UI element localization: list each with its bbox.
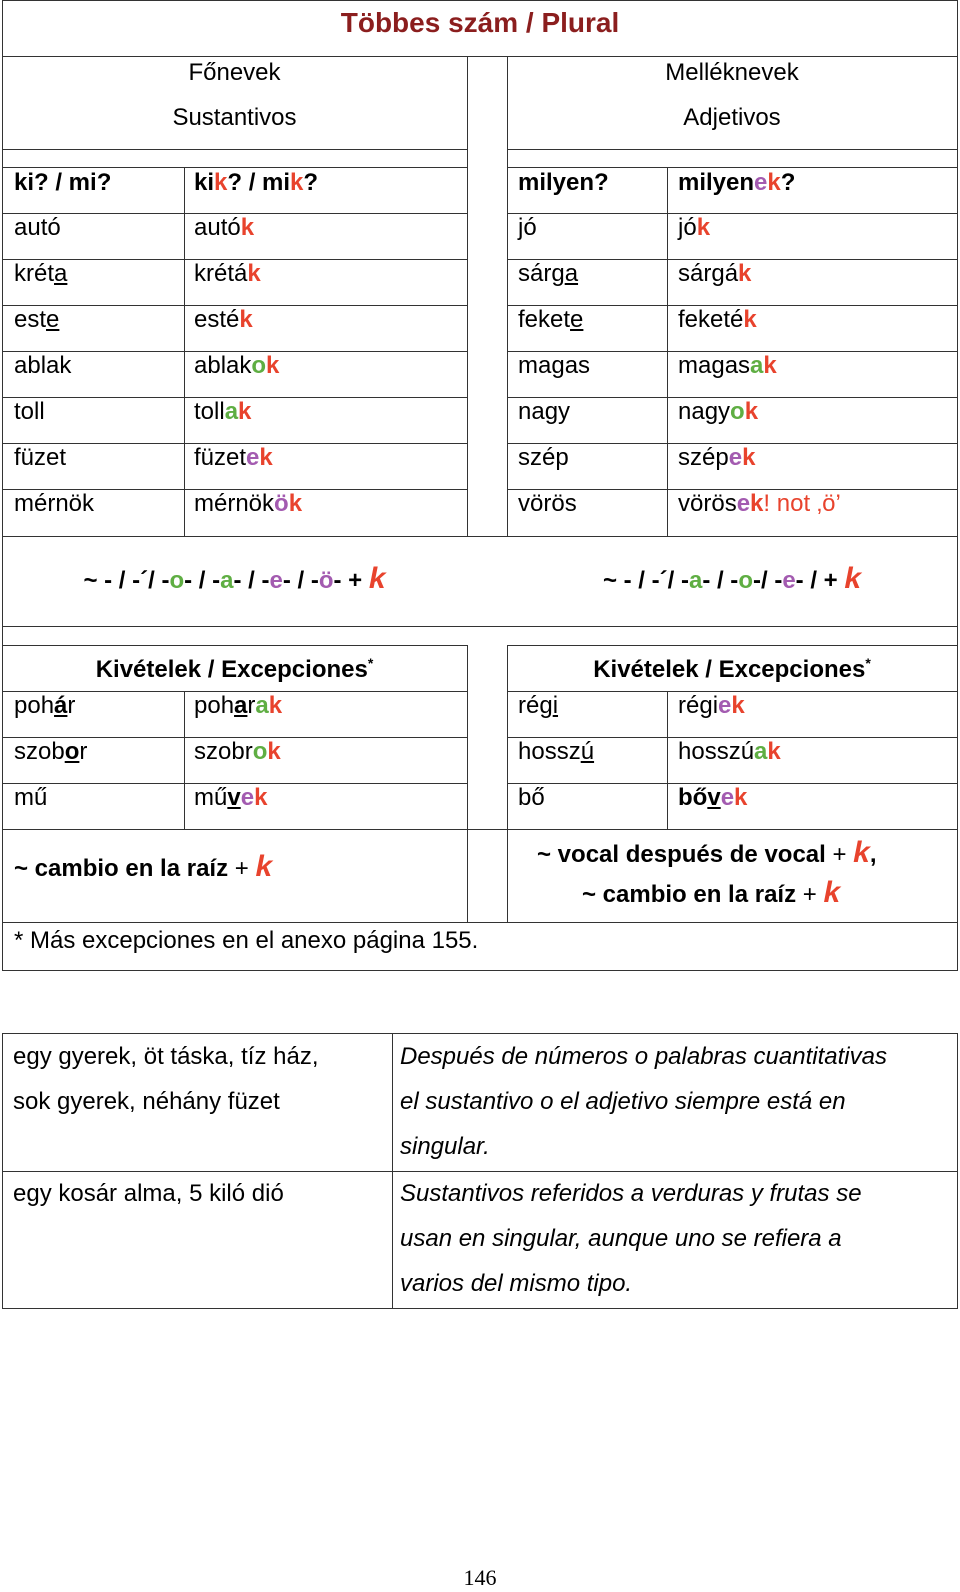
page-number: 146 <box>463 1565 497 1590</box>
plural-form <box>678 397 758 427</box>
text-part: bő <box>518 784 545 811</box>
text-part: autó <box>194 214 241 241</box>
text-part: a <box>750 352 764 379</box>
singular-form <box>518 213 537 243</box>
text-part: a <box>754 738 768 765</box>
text-part: k <box>238 398 252 425</box>
singular-form <box>518 259 578 289</box>
singular-form <box>518 351 590 381</box>
text-part: r <box>67 692 76 719</box>
divider <box>507 149 958 150</box>
text-part: k <box>696 214 711 241</box>
divider <box>2 536 958 537</box>
text-part: toll <box>194 398 225 425</box>
text-part: k <box>744 398 759 425</box>
plural-form <box>678 259 751 289</box>
text-part: e <box>240 784 255 811</box>
text-part: k <box>266 352 280 379</box>
text-part: á <box>54 692 68 719</box>
text-part: magas <box>518 352 591 379</box>
text-part: e <box>720 784 735 811</box>
text-part: nagy <box>518 398 571 425</box>
text-part: e <box>728 444 743 471</box>
exception-plural <box>194 691 282 721</box>
text-part: füzet <box>194 444 247 471</box>
adj-hu-header: Melléknevek <box>665 59 799 86</box>
text-part: magas <box>678 352 751 379</box>
text-part: füzet <box>14 444 67 471</box>
text-part: r <box>79 738 88 765</box>
adj-es-header: Adjetivos <box>683 104 781 131</box>
text-part: rég <box>518 692 553 719</box>
text-part: ú <box>580 738 595 765</box>
text-part: a <box>255 692 269 719</box>
text-part: feket <box>518 306 571 333</box>
table-border-left <box>2 0 3 971</box>
text-part: a <box>564 260 579 287</box>
text-part: jó <box>678 214 697 241</box>
exception-singular <box>14 691 75 721</box>
exception-plural <box>194 783 267 813</box>
text-part: est <box>14 306 47 333</box>
divider <box>2 645 467 646</box>
divider <box>667 691 668 829</box>
plural-table <box>2 0 958 971</box>
plural-form <box>194 213 254 243</box>
nouns-hu-header: Főnevek <box>188 59 281 86</box>
text-part: szobr <box>194 738 253 765</box>
note-2-left: egy kosár alma, 5 kiló dió <box>13 1180 284 1207</box>
text-part: k <box>731 692 745 719</box>
text-part: a <box>54 260 68 287</box>
text-part: o <box>252 738 268 765</box>
singular-form <box>14 259 67 289</box>
text-part: feketé <box>678 306 744 333</box>
exception-singular <box>14 783 47 813</box>
text-part: e <box>570 306 584 333</box>
page-title: Többes szám / Plural <box>340 7 620 38</box>
exception-plural <box>194 737 281 767</box>
exception-singular <box>518 737 594 767</box>
text-part: ö <box>274 490 289 517</box>
text-part: hosszú <box>678 738 755 765</box>
plural-form <box>194 305 253 335</box>
singular-form <box>14 351 71 381</box>
divider <box>2 149 467 150</box>
note-1-left: egy gyerek, öt táska, tíz ház, sok gyerek, néhány füzet <box>13 1043 319 1115</box>
text-part: vörös <box>518 490 577 517</box>
noun-rule: ~ - / -´/ -o- / -a- / -e- / -ö- + k <box>83 562 386 595</box>
text-part: poh <box>14 692 55 719</box>
singular-form <box>14 305 59 335</box>
text-part: krét <box>14 260 55 287</box>
text-part: r <box>247 692 256 719</box>
adj-rule: ~ - / -´/ -a- / -o-/ -e- / + k <box>602 562 862 595</box>
singular-form <box>14 443 66 473</box>
text-part: e <box>736 490 751 517</box>
text-part: sárgá <box>678 260 739 287</box>
text-part: e <box>46 306 60 333</box>
text-part: k <box>738 260 752 287</box>
singular-form <box>14 489 94 519</box>
text-part: ! not ‚ö’ <box>763 490 841 517</box>
singular-form <box>518 489 577 519</box>
plural-form <box>678 351 777 381</box>
exc-rule-adj-2: ~ cambio en la raíz + k <box>582 876 841 909</box>
divider <box>507 645 958 646</box>
text-part: mérnök <box>14 490 95 517</box>
text-part: k <box>239 306 253 333</box>
plural-form <box>678 213 710 243</box>
text-part: nagy <box>678 398 731 425</box>
plural-form <box>194 489 302 519</box>
text-part: k <box>267 738 281 765</box>
text-part: v <box>227 784 241 811</box>
exception-singular <box>518 783 545 813</box>
row-line <box>2 829 958 830</box>
text-part: a <box>234 692 248 719</box>
singular-form <box>518 305 583 335</box>
singular-form <box>14 397 45 427</box>
text-part: k <box>763 352 777 379</box>
adj-question-pl: milyenek? <box>678 169 796 196</box>
text-part: e <box>718 692 732 719</box>
text-part: i <box>552 692 559 719</box>
noun-question-pl: kik? / mik? <box>194 169 319 196</box>
text-part: toll <box>14 398 45 425</box>
text-part: k <box>750 490 764 517</box>
text-part: k <box>288 490 303 517</box>
divider <box>184 691 185 829</box>
text-part: k <box>742 444 756 471</box>
text-part: e <box>246 444 260 471</box>
text-part: k <box>734 784 748 811</box>
text-part: bő <box>678 784 708 811</box>
exc-rule-adj-1: ~ vocal después de vocal + k, <box>537 836 877 869</box>
exc-rule-nouns: ~ cambio en la raíz + k <box>14 850 273 883</box>
note-1-right: Después de números o palabras cuantitativas el sustantivo o el adjetivo siempre está en singular. <box>400 1043 887 1160</box>
text-part: o <box>251 352 267 379</box>
plural-form <box>678 443 755 473</box>
plural-form <box>194 397 251 427</box>
singular-form <box>518 397 570 427</box>
notes-table <box>2 1033 958 1309</box>
singular-form <box>518 443 569 473</box>
text-part: hossz <box>518 738 581 765</box>
plural-form <box>194 351 279 381</box>
divider <box>2 922 958 923</box>
exception-plural <box>678 691 745 721</box>
text-part: k <box>259 444 273 471</box>
exceptions-title-adj: Kivételek / Excepciones* <box>593 655 871 683</box>
gutter-left <box>467 56 468 536</box>
text-part: mű <box>194 784 228 811</box>
plural-form <box>678 489 841 519</box>
text-part: k <box>268 692 283 719</box>
table-border-right <box>957 0 958 971</box>
exception-singular <box>14 737 87 767</box>
singular-form <box>14 213 61 243</box>
gutter-right-exc <box>507 645 508 923</box>
text-part: k <box>247 260 261 287</box>
exception-singular <box>518 691 558 721</box>
exceptions-title-nouns: Kivételek / Excepciones* <box>95 655 374 683</box>
adj-question-sg: milyen? <box>518 169 609 196</box>
text-part: szép <box>518 444 569 471</box>
text-part: k <box>743 306 757 333</box>
text-part: k <box>240 214 255 241</box>
exception-plural <box>678 783 747 813</box>
table-border-top <box>2 0 958 1</box>
text-part: k <box>254 784 268 811</box>
text-part: autó <box>14 214 61 241</box>
exception-plural <box>678 737 781 767</box>
nouns-es-header: Sustantivos <box>172 104 297 131</box>
divider <box>2 626 958 627</box>
text-part: vörös <box>678 490 737 517</box>
text-part: sárg <box>518 260 565 287</box>
text-part: v <box>707 784 721 811</box>
text-part: o <box>64 738 80 765</box>
row-line <box>507 213 958 214</box>
noun-question-sg: ki? / mi? <box>14 169 112 196</box>
plural-form <box>678 305 757 335</box>
footnote: * Más excepciones en el anexo página 155. <box>14 927 479 954</box>
gutter-left-exc <box>467 645 468 923</box>
text-part: mérnök <box>194 490 275 517</box>
text-part: ablak <box>14 352 72 379</box>
text-part: o <box>730 398 745 425</box>
plural-form <box>194 443 273 473</box>
text-part: szép <box>678 444 729 471</box>
table-border-bottom <box>2 970 958 971</box>
text-part: mű <box>14 784 48 811</box>
text-part: a <box>224 398 239 425</box>
text-part: szob <box>14 738 65 765</box>
divider <box>2 56 958 57</box>
text-part: jó <box>518 214 537 241</box>
text-part: esté <box>194 306 240 333</box>
note-2-right: Sustantivos referidos a verduras y frutas se usan en singular, aunque uno se refiera a varios del mismo tipo. <box>400 1180 862 1297</box>
text-part: poh <box>194 692 235 719</box>
text-part: régi <box>678 692 719 719</box>
plural-form <box>194 259 261 289</box>
text-part: k <box>767 738 781 765</box>
text-part: krétá <box>194 260 248 287</box>
text-part: ablak <box>194 352 252 379</box>
